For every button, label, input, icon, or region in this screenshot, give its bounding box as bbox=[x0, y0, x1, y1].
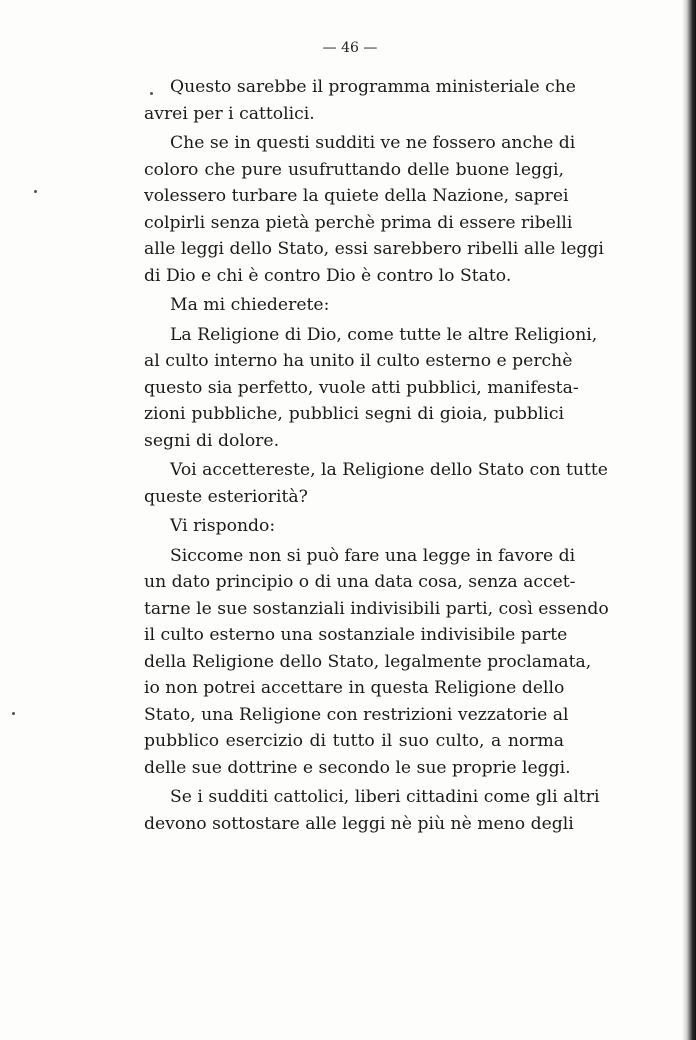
text-line: alle leggi dello Stato, essi sarebbero ribelli alle leggi bbox=[144, 239, 604, 259]
text-line: zioni pubbliche, pubblici segni di gioia, pubblici bbox=[144, 404, 564, 424]
text-line: Stato, una Religione con restrizioni vezzatorie al bbox=[144, 704, 569, 725]
text-line: Voi accettereste, la Religione dello Stato con tutte bbox=[170, 460, 608, 480]
text-line: Siccome non si può fare una legge in favore di bbox=[170, 545, 576, 566]
paragraph bbox=[144, 130, 604, 289]
page-edge-shadow bbox=[682, 0, 696, 1040]
text-line: un dato principio o di una data cosa, senza accet- bbox=[144, 572, 576, 592]
text-line: della Religione dello Stato, legalmente proclamata, bbox=[144, 651, 592, 672]
paragraph bbox=[144, 74, 576, 127]
text-line: segni di dolore. bbox=[144, 430, 280, 451]
text-line: io non potrei accettare in questa Religione dello bbox=[144, 678, 565, 698]
page-number: — 46 — bbox=[322, 40, 378, 56]
text-line: di Dio e chi è contro Dio è contro lo Stato. bbox=[144, 265, 512, 286]
text-line: colpirli senza pietà perchè prima di essere ribelli bbox=[144, 212, 573, 233]
text-line: devono sottostare alle leggi nè più nè meno degli bbox=[144, 813, 574, 834]
text-line: Questo sarebbe il programma ministeriale che bbox=[170, 77, 576, 97]
text-line: Che se in questi sudditi ve ne fossero anche di bbox=[170, 133, 576, 153]
text-line: Vi rispondo: bbox=[170, 516, 276, 536]
text-line: al culto interno ha unito il culto esterno e perchè bbox=[144, 351, 573, 371]
text-line: volessero turbare la quiete della Nazione, saprei bbox=[144, 186, 569, 206]
text-line: coloro che pure usufruttando delle buone leggi, bbox=[144, 159, 564, 180]
paragraph bbox=[144, 513, 564, 540]
text-line: questo sia perfetto, vuole atti pubblici, manifesta- bbox=[144, 377, 579, 398]
text-line: pubblico esercizio di tutto il suo culto, a norma bbox=[144, 731, 564, 751]
paragraph bbox=[144, 292, 564, 319]
text-line: il culto esterno una sostanziale indivisibile parte bbox=[144, 625, 568, 645]
text-line: avrei per i cattolici. bbox=[144, 103, 315, 124]
ink-speck bbox=[12, 712, 15, 715]
text-line: delle sue dottrine e secondo le sue proprie leggi. bbox=[144, 757, 571, 778]
text-line: Se i sudditi cattolici, liberi cittadini come gli altri bbox=[170, 787, 600, 807]
paragraph bbox=[144, 457, 608, 510]
ink-speck bbox=[34, 190, 37, 193]
text-line: tarne le sue sostanziali indivisibili parti, così essendo bbox=[144, 598, 609, 619]
paragraph bbox=[144, 784, 600, 837]
body-text bbox=[144, 74, 609, 840]
text-line: queste esteriorità? bbox=[144, 486, 308, 507]
text-line: La Religione di Dio, come tutte le altre Religioni, bbox=[170, 324, 598, 345]
text-line: Ma mi chiederete: bbox=[170, 295, 330, 315]
paragraph bbox=[144, 322, 598, 455]
paragraph bbox=[144, 543, 609, 782]
